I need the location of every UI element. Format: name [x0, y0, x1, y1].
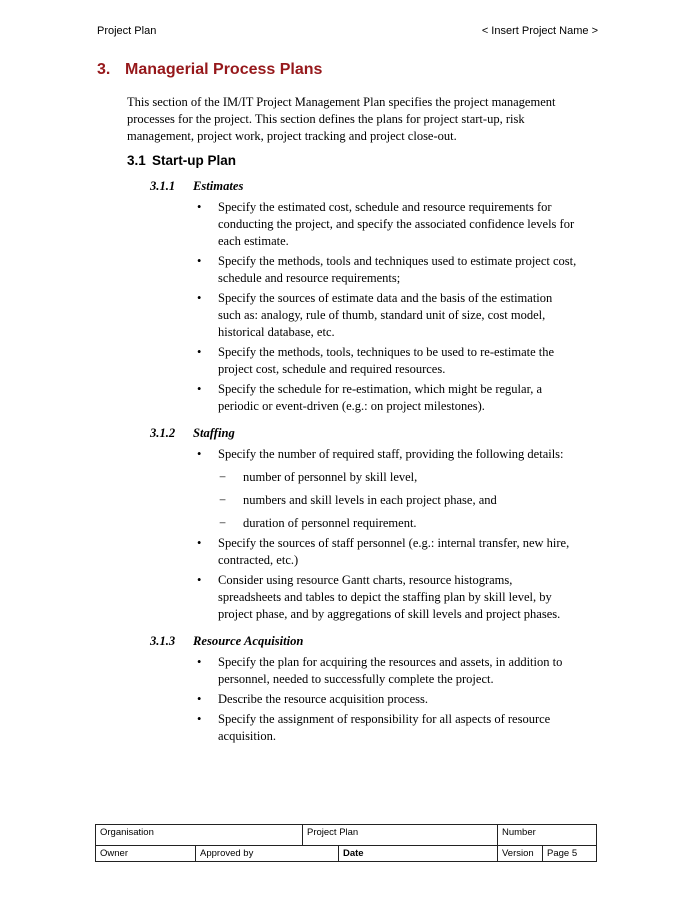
- list-item-text: Specify the methods, tools and techniques used to estimate project cost, schedule and resource requirements;: [218, 254, 577, 285]
- list-item: [197, 446, 577, 463]
- list-item-text: Specify the schedule for re-estimation, which might be regular, a periodic or event-driven (e.g.: on project milestones).: [218, 382, 543, 413]
- list-item: [197, 253, 577, 287]
- intro-paragraph: This section of the IM/IT Project Management Plan specifies the project management processes for the project. This section defines the plans for project start-up, risk management, project work, project tracking and project close-out.: [127, 95, 556, 143]
- bullet-icon: •: [197, 655, 202, 669]
- list-item-text: Specify the sources of estimate data and the basis of the estimation such as: analogy, rule of thumb, standard unit of size, cost model, historical database, etc.: [218, 291, 553, 339]
- footer-row-1: [96, 825, 596, 845]
- bullet-icon: •: [197, 291, 202, 305]
- list-item-text: Describe the resource acquisition process.: [218, 692, 428, 706]
- list-item-text: Specify the estimated cost, schedule and resource requirements for conducting the project, and specify the associated confidence levels for each estimate.: [218, 200, 575, 248]
- dash-icon: −: [219, 493, 227, 507]
- chapter-title: Managerial Process Plans: [125, 61, 323, 78]
- subsection-title: Resource Acquisition: [193, 634, 304, 648]
- bullet-icon: •: [197, 712, 202, 726]
- list-item-text: Specify the assignment of responsibility for all aspects of resource acquisition.: [218, 712, 551, 743]
- list-item-text: Consider using resource Gantt charts, resource histograms, spreadsheets and tables to depict the staffing plan by skill level, by project phase, and by aggregations of skill levels and project phases.: [218, 573, 561, 621]
- page-header: [97, 25, 598, 38]
- section-heading: [127, 153, 598, 168]
- bullet-icon: •: [197, 382, 202, 396]
- list-item-text: Specify the methods, tools, techniques to be used to re-estimate the project cost, schedule and required resources.: [218, 345, 555, 376]
- subsection-title: Staffing: [193, 426, 235, 440]
- subsection-heading-staffing: [150, 426, 598, 441]
- bullet-icon: •: [197, 692, 202, 706]
- list-item-text: Specify the number of required staff, providing the following details:: [218, 447, 564, 461]
- subsection-heading-estimates: [150, 179, 598, 194]
- list-item: [197, 344, 577, 378]
- list-item: [197, 535, 577, 569]
- list-item: [197, 199, 577, 250]
- footer-cell-project-plan: Project Plan: [303, 825, 498, 845]
- list-item: [197, 691, 577, 708]
- bullet-icon: •: [197, 447, 202, 461]
- footer-table: [95, 824, 597, 862]
- bullet-icon: •: [197, 254, 202, 268]
- sub-list-item-text: number of personnel by skill level,: [243, 470, 418, 484]
- list-item: [197, 290, 577, 341]
- list-item: [197, 654, 577, 688]
- chapter-heading: [97, 61, 598, 79]
- bullet-icon: •: [197, 345, 202, 359]
- footer-row-2: [96, 845, 596, 861]
- list-item-text: Specify the sources of staff personnel (e.g.: internal transfer, new hire, contracted, etc.): [218, 536, 570, 567]
- list-item: [197, 711, 577, 745]
- sub-list-item: [219, 515, 559, 532]
- footer-cell-organisation: Organisation: [96, 825, 303, 845]
- footer-cell-owner: Owner: [96, 846, 196, 861]
- bullet-icon: •: [197, 573, 202, 587]
- sub-list-item-text: numbers and skill levels in each project phase, and: [243, 493, 497, 507]
- subsection-number: 3.1.2: [150, 426, 176, 440]
- footer-cell-approved-by: Approved by: [196, 846, 339, 861]
- sub-list-item: [219, 492, 559, 509]
- section-title: Start-up Plan: [152, 153, 237, 168]
- dash-icon: −: [219, 470, 227, 484]
- sub-list-item-text: duration of personnel requirement.: [243, 516, 417, 530]
- sub-list-item: [219, 469, 559, 486]
- chapter-number: 3.: [97, 61, 111, 78]
- footer-cell-page-number: Page 5: [547, 848, 578, 859]
- subsection-number: 3.1.1: [150, 179, 176, 193]
- footer-cell-number: Number: [502, 827, 536, 838]
- header-project-name-placeholder: < Insert Project Name >: [481, 25, 598, 37]
- bullet-icon: •: [197, 536, 202, 550]
- section-number: 3.1: [127, 153, 146, 168]
- subsection-title: Estimates: [193, 179, 244, 193]
- list-item: [197, 572, 577, 623]
- subsection-number: 3.1.3: [150, 634, 176, 648]
- dash-icon: −: [219, 516, 227, 530]
- list-item: [197, 381, 577, 415]
- list-item-text: Specify the plan for acquiring the resources and assets, in addition to personnel, needed to successfully complete the project.: [218, 655, 563, 686]
- bullet-icon: •: [197, 200, 202, 214]
- footer-cell-date: Date: [339, 846, 498, 861]
- header-doc-title: Project Plan: [97, 25, 157, 37]
- footer-cell-version: Version: [498, 846, 543, 861]
- subsection-heading-resource-acquisition: [150, 634, 598, 649]
